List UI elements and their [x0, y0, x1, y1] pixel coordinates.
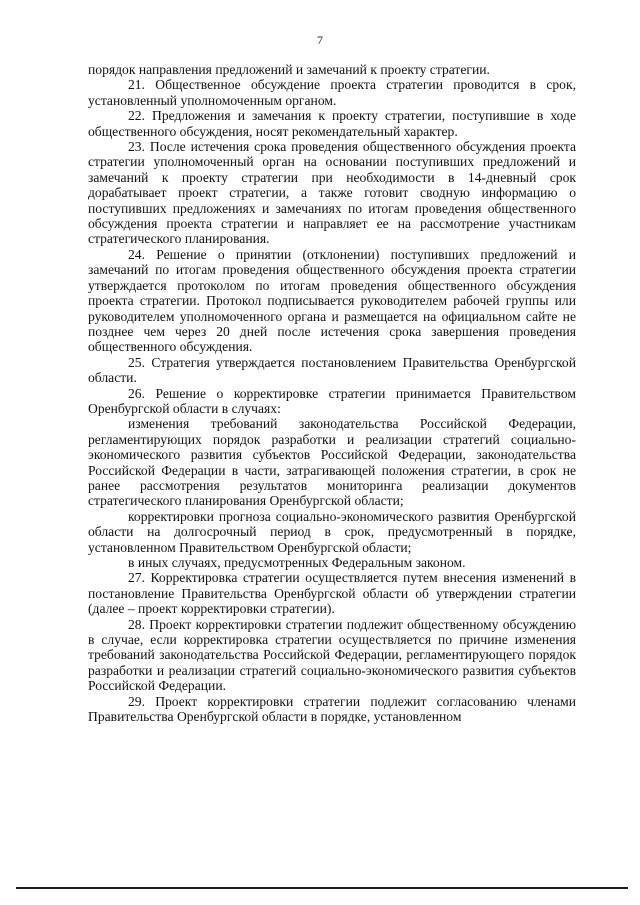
paragraph-21: 21. Общественное обсуждение проекта стратегии проводится в срок, установленный уполномоченным органом. — [88, 77, 576, 108]
paragraph-26: 26. Решение о корректировке стратегии принимается Правительством Оренбургской области в случаях: — [88, 385, 576, 416]
document-body — [88, 62, 576, 724]
paragraph-29: 29. Проект корректировки стратегии подлежит согласованию членами Правительства Оренбургской области в порядке, установленном — [88, 693, 576, 725]
page-number: 7 — [317, 33, 323, 47]
paragraph-24: 24. Решение о принятии (отклонении) поступивших предложений и замечаний по итогам проведения общественного обсуждения проекта стратегии утверждается протоколом по итогам проведения общественного обсуждения проекта стратегии. Протокол подписывается руководителем рабочей группы или руководителем уполномоченного органа и размещается на официальном сайте не позднее чем через 20 дней после истечения срока завершения проведения общественного обсуждения. — [88, 246, 576, 355]
paragraph-23: 23. После истечения срока проведения общественного обсуждения проекта стратегии уполномоченный орган на основании поступивших предложений и замечаний к проекту стратегии при необходимости в 14-дневный срок дорабатывает проект стратегии, а также готовит сводную информацию о поступивших предложениях и замечаниях по итогам проведения общественного обсуждения проекта стратегии и направляет ее на рассмотрение участникам стратегического планирования. — [88, 139, 576, 247]
paragraph-22: 22. Предложения и замечания к проекту стратегии, поступившие в ходе общественного обсуждения, носят рекомендательный характер. — [88, 108, 576, 139]
paragraph-25: 25. Стратегия утверждается постановлением Правительства Оренбургской области. — [88, 354, 576, 386]
paragraph-28: 28. Проект корректировки стратегии подлежит общественному обсуждению в случае, если корректировка стратегии осуществляется по причине изменения требований законодательства Российской Федерации, регламентирующего порядок разработки и реализации стратегий социально-экономического развития субъектов Российской Федерации. — [88, 616, 576, 694]
paragraph-26-case-2: корректировки прогноза социально-экономического развития Оренбургской области на долгосрочный период в срок, предусмотренный в порядке, установленном Правительством Оренбургской области; — [88, 508, 576, 555]
paragraph-26-case-1: изменения требований законодательства Российской Федерации, регламентирующих порядок разработки и реализации стратегий социально-экономического развития субъектов Российской Федерации, законодательства Российской Федерации в части, затрагивающей положения стратегии, в срок не ранее рассмотрения результатов мониторинга реализации документов стратегического планирования Оренбургской области; — [88, 416, 576, 509]
paragraph-26-case-3: в иных случаях, предусмотренных Федеральным законом. — [128, 555, 466, 570]
paragraph-27: 27. Корректировка стратегии осуществляется путем внесения изменений в постановление Правительства Оренбургской области об утверждении стратегии (далее – проект корректировки стратегии). — [88, 570, 576, 617]
paragraph-continuation: порядок направления предложений и замечаний к проекту стратегии. — [88, 62, 490, 77]
bottom-divider — [16, 887, 628, 889]
